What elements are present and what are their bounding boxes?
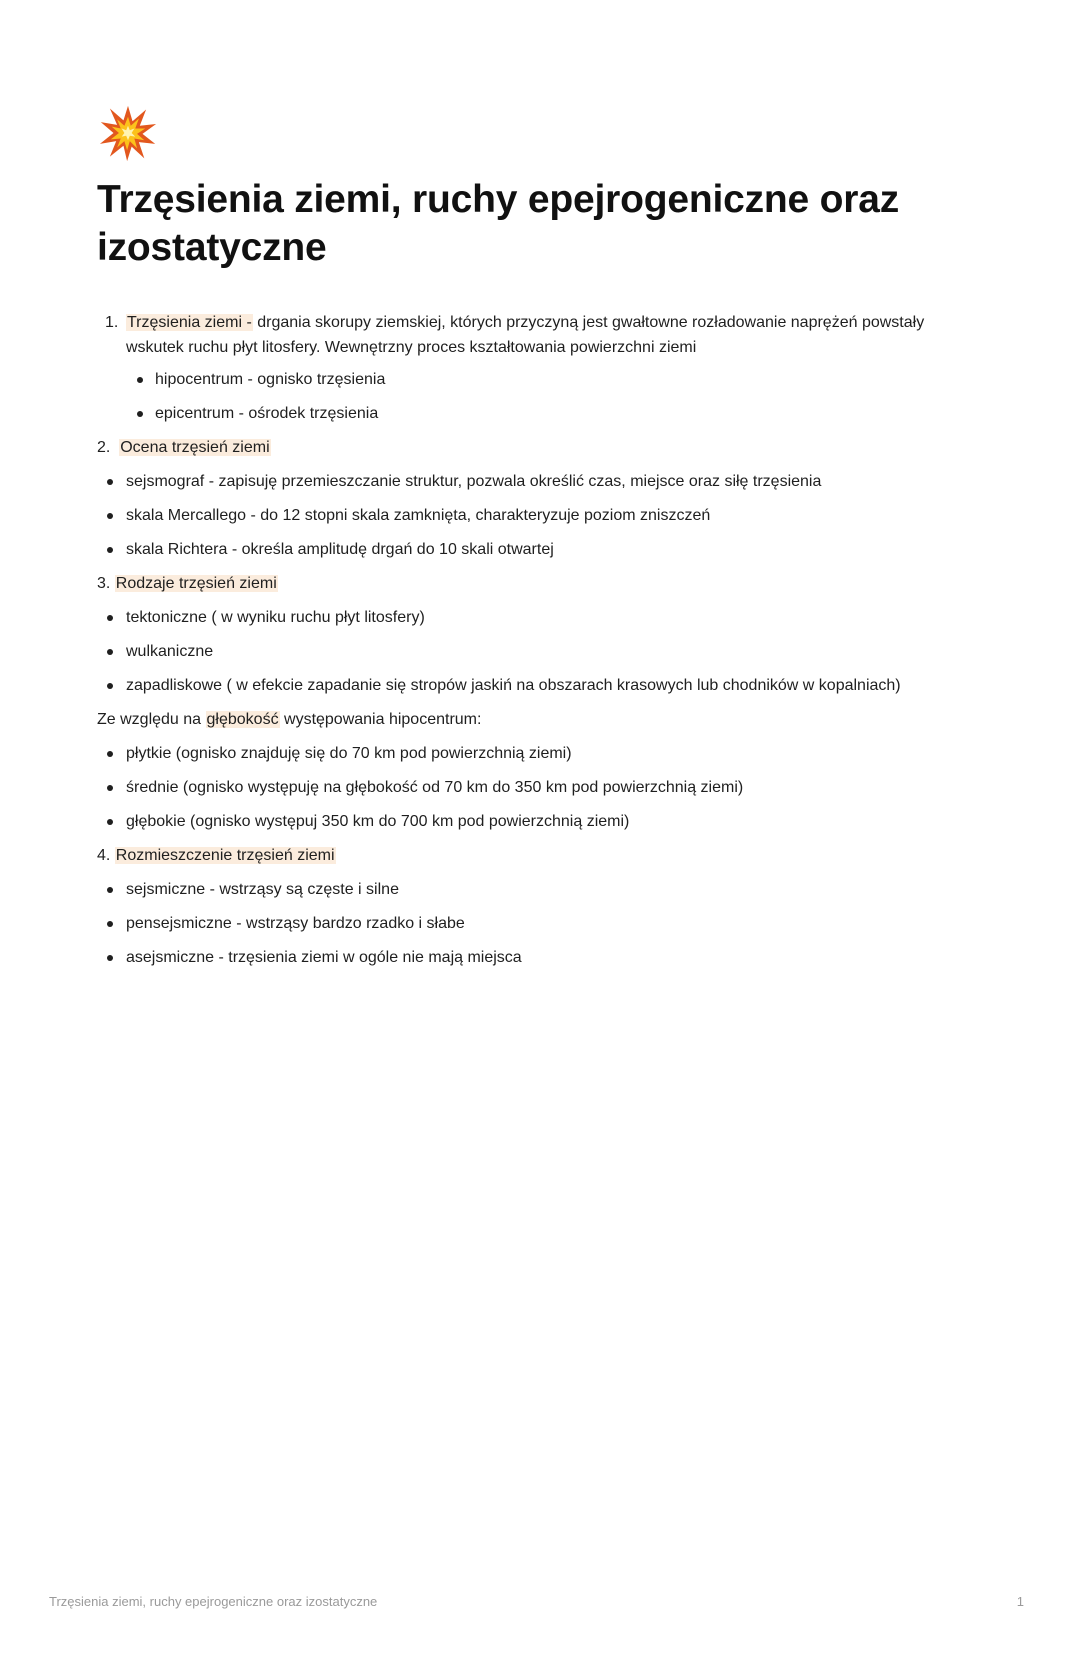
list-item: pensejsmiczne - wstrząsy bardzo rzadko i słabe (97, 911, 977, 936)
list-item: średnie (ognisko występuję na głębokość od 70 km do 350 km pod powierzchnią ziemi) (97, 775, 977, 800)
definition-text: drgania skorupy ziemskiej, których przyczyną jest gwałtowne rozładowanie naprężeń powstały wskutek ruchu płyt litosfery. Wewnętrzny proces kształtowania powierzchni ziemi (126, 314, 925, 356)
highlighted-term: Trzęsienia ziemi - (127, 314, 252, 331)
section-number: 2. (97, 439, 111, 456)
section-number: 4. (97, 847, 111, 864)
highlighted-term: głębokość (206, 711, 279, 728)
list-item: płytkie (ognisko znajduję się do 70 km pod powierzchnią ziemi) (97, 741, 977, 766)
bullet-icon (107, 649, 113, 655)
bullet-icon (107, 887, 113, 893)
highlighted-heading: Rodzaje trzęsień ziemi (115, 575, 277, 592)
depth-heading: Ze względu na głębokość występowania hipocentrum: (97, 711, 482, 728)
bullet-icon (137, 377, 143, 383)
bullet-icon (107, 921, 113, 927)
list-item: epicentrum - ośrodek trzęsienia (97, 401, 977, 426)
list-item: asejsmiczne - trzęsienia ziemi w ogóle nie mają miejsca (97, 945, 977, 970)
bullet-icon (107, 785, 113, 791)
list-item: sejsmograf - zapisuję przemieszczanie struktur, pozwala określić czas, miejsce oraz siłę trzęsienia (97, 469, 977, 494)
list-item: hipocentrum - ognisko trzęsienia (97, 367, 977, 392)
bullet-icon (107, 547, 113, 553)
footer-title: Trzęsienia ziemi, ruchy epejrogeniczne oraz izostatyczne (49, 1594, 378, 1609)
list-item: zapadliskowe ( w efekcie zapadanie się stropów jaskiń na obszarach krasowych lub chodników w kopalniach) (97, 673, 977, 698)
bullet-icon (107, 955, 113, 961)
highlighted-heading: Ocena trzęsień ziemi (120, 439, 270, 456)
section-2-heading (97, 435, 977, 460)
section-3-heading (97, 571, 977, 596)
list-item: wulkaniczne (97, 639, 977, 664)
bullet-icon (137, 411, 143, 417)
section-4-heading (97, 843, 977, 868)
bullet-icon (107, 751, 113, 757)
bullet-icon (107, 819, 113, 825)
list-item: skala Mercallego - do 12 stopni skala zamknięta, charakteryzuje poziom zniszczeń (97, 503, 977, 528)
section-number: 3. (97, 575, 111, 592)
section-1-definition (97, 310, 977, 360)
document-content (97, 310, 977, 970)
list-item: głębokie (ognisko występuj 350 km do 700 km pod powierzchnią ziemi) (97, 809, 977, 834)
bullet-icon (107, 513, 113, 519)
list-item: tektoniczne ( w wyniku ruchu płyt litosfery) (97, 605, 977, 630)
document-page (97, 104, 977, 970)
highlighted-heading: Rozmieszczenie trzęsień ziemi (115, 847, 335, 864)
bullet-icon (107, 479, 113, 485)
list-item: sejsmiczne - wstrząsy są częste i silne (97, 877, 977, 902)
page-title: Trzęsienia ziemi, ruchy epejrogeniczne oraz izostatyczne (97, 178, 900, 269)
section-number: 1. (105, 314, 119, 331)
list-item: skala Richtera - określa amplitudę drgań do 10 skali otwartej (97, 537, 977, 562)
collision-icon (99, 104, 157, 162)
page-number: 1 (1016, 1594, 1024, 1609)
bullet-icon (107, 615, 113, 621)
bullet-icon (107, 683, 113, 689)
